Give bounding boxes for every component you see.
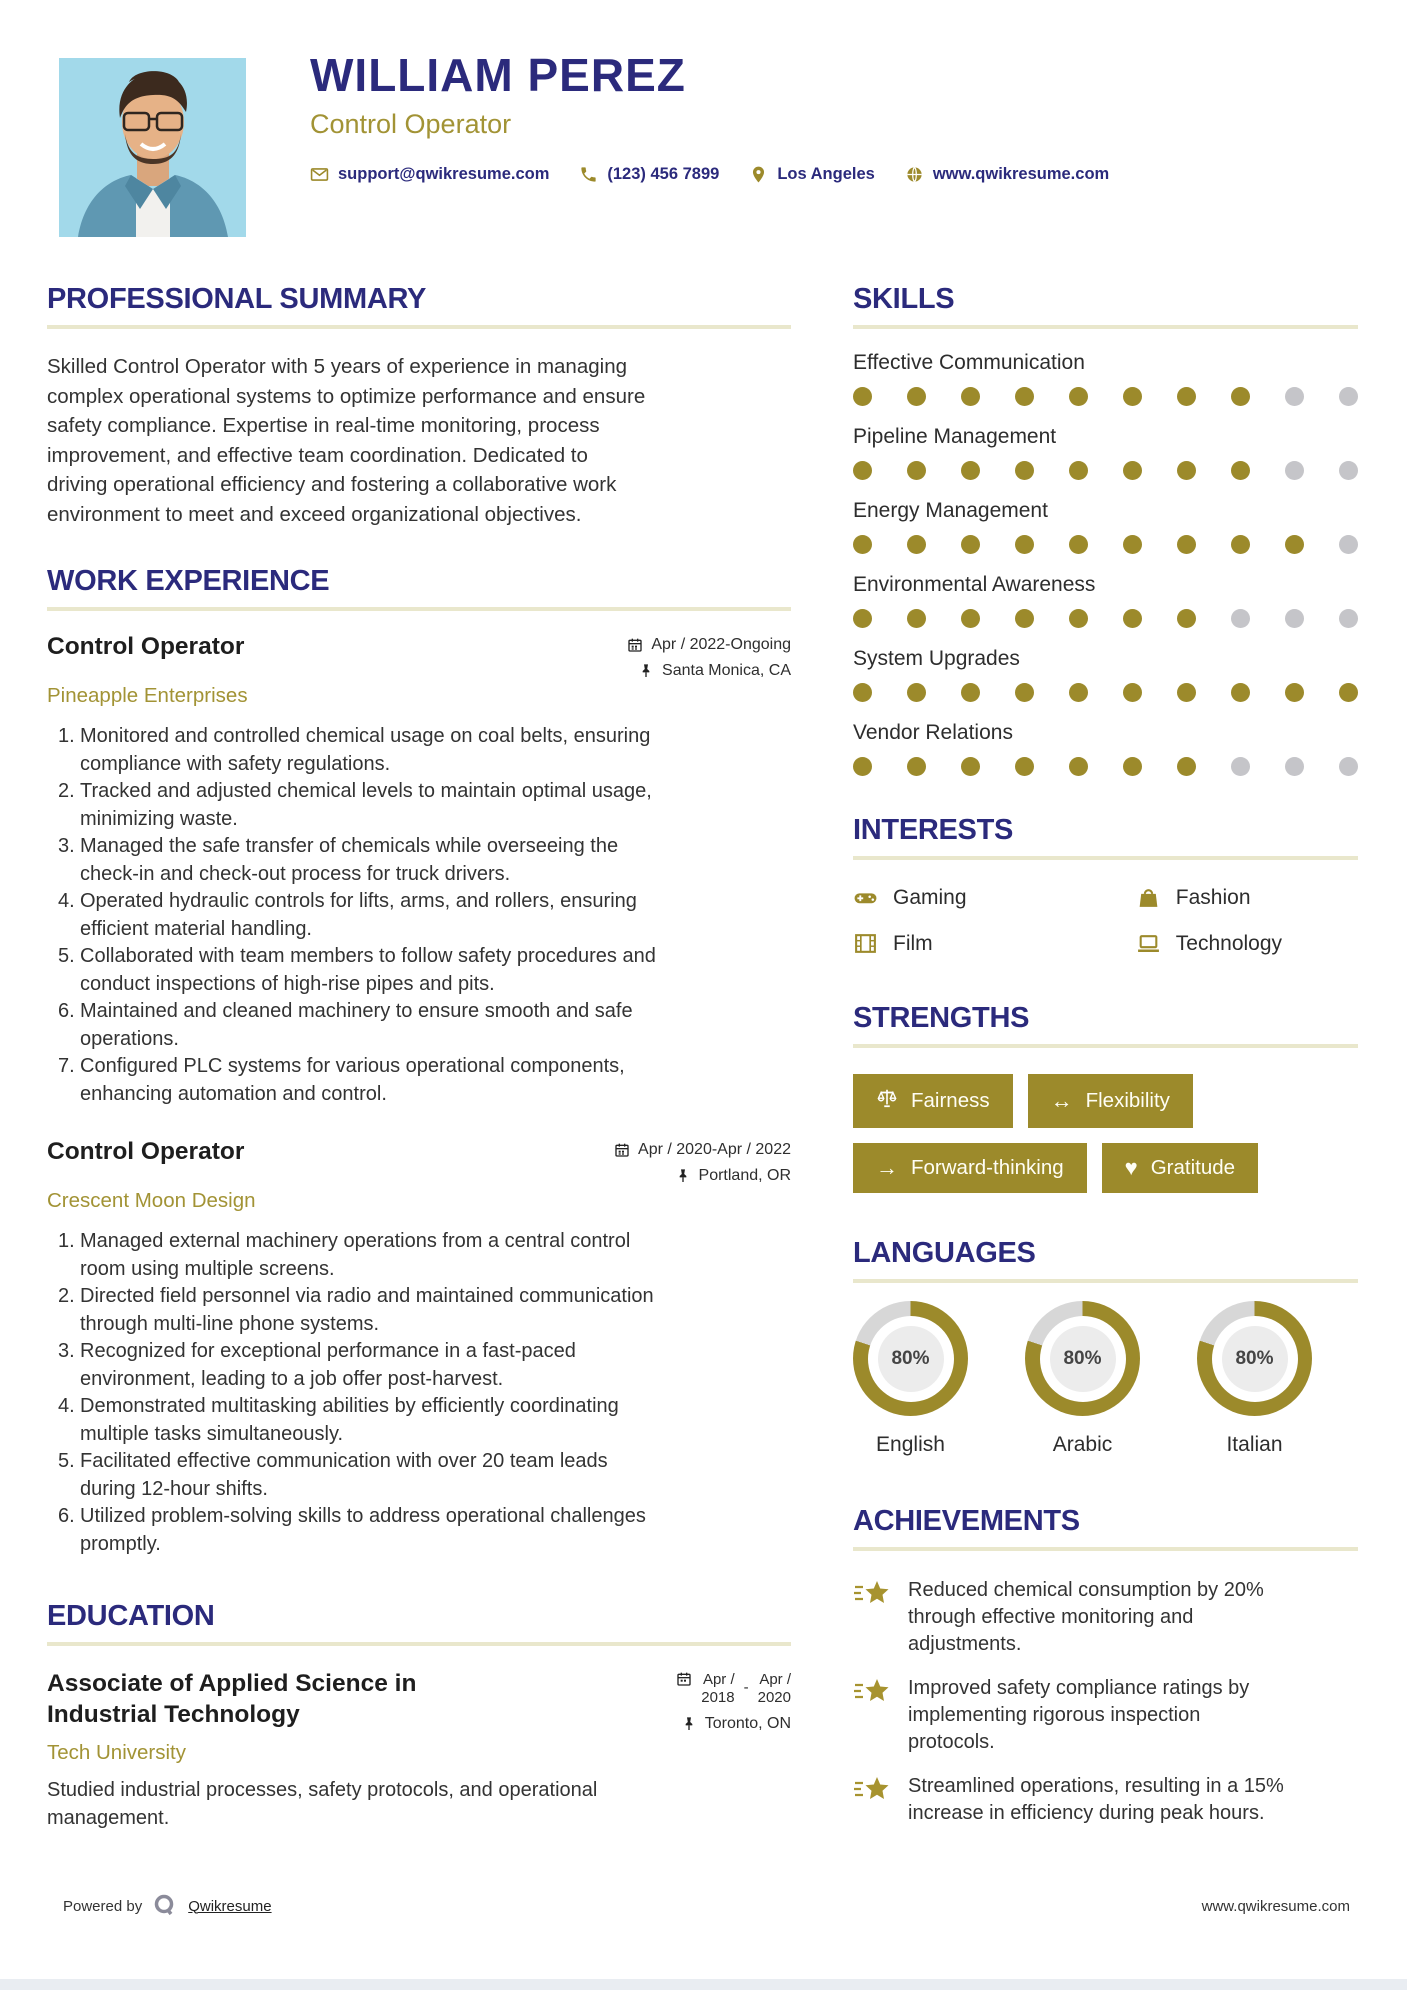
header-text <box>310 48 1109 184</box>
section-divider <box>853 856 1358 860</box>
footer-website[interactable]: www.qwikresume.com <box>1201 1897 1350 1915</box>
skill-dot-filled <box>907 757 926 776</box>
section-heading: EDUCATION <box>47 1600 215 1632</box>
language-name: Arabic <box>1052 1433 1113 1456</box>
powered-by-label: Powered by <box>63 1897 143 1915</box>
section-skills <box>853 283 1358 776</box>
main-content <box>0 283 1407 1844</box>
job-bullet: Operated hydraulic controls for lifts, arms, and rollers, ensuring efficient material handling. <box>80 890 637 940</box>
section-heading: PROFESSIONAL SUMMARY <box>47 283 427 315</box>
job-location-text: Santa Monica, CA <box>662 662 791 679</box>
envelope-icon <box>310 165 329 184</box>
skill-dot-filled <box>853 461 872 480</box>
film-icon <box>853 931 878 956</box>
skill-item <box>853 351 1358 406</box>
language-donuts <box>853 1301 1358 1457</box>
skill-rating <box>853 387 1358 406</box>
skill-dot-filled <box>961 757 980 776</box>
calendar-icon <box>627 637 643 653</box>
skill-rating <box>853 683 1358 702</box>
skill-dot-empty <box>1339 757 1358 776</box>
job-title: Control Operator <box>47 1138 245 1165</box>
skill-dot-filled <box>1231 683 1250 702</box>
job-entry <box>47 633 791 1108</box>
degree-title: Associate of Applied Science in Industrial Technology <box>47 1670 417 1728</box>
skill-item <box>853 573 1358 628</box>
skill-dot-filled <box>907 387 926 406</box>
skill-dot-filled <box>1015 387 1034 406</box>
job-bullet: Facilitated effective communication with over 20 team leads during 12-hour shifts. <box>80 1450 608 1500</box>
handbag-icon <box>1136 885 1161 910</box>
strength-label: Fairness <box>911 1089 990 1112</box>
school-name: Tech University <box>47 1741 186 1764</box>
strength-badges <box>853 1074 1358 1193</box>
section-heading: LANGUAGES <box>853 1237 1036 1269</box>
language-item <box>1025 1301 1140 1457</box>
scales-icon <box>876 1087 898 1115</box>
skill-dot-filled <box>853 683 872 702</box>
section-interests <box>853 814 1358 956</box>
section-languages <box>853 1237 1358 1457</box>
pushpin-icon <box>681 1716 697 1732</box>
person-name: WILLIAM PEREZ <box>310 49 686 101</box>
footer <box>63 1893 1350 1919</box>
skill-dot-filled <box>853 535 872 554</box>
skill-dot-filled <box>1015 683 1034 702</box>
skill-dot-filled <box>961 683 980 702</box>
skill-dot-filled <box>1069 757 1088 776</box>
company-name: Crescent Moon Design <box>47 1189 256 1212</box>
strength-badge-flexibility <box>1028 1074 1193 1128</box>
skill-dot-filled <box>1123 683 1142 702</box>
interest-label: Technology <box>1175 931 1283 955</box>
job-bullet-list <box>47 723 661 1108</box>
laptop-icon <box>1136 931 1161 956</box>
contact-email-text: support@qwikresume.com <box>338 165 550 183</box>
job-entry <box>47 1138 791 1558</box>
skill-dot-empty <box>1231 757 1250 776</box>
skill-name: Effective Communication <box>853 351 1085 374</box>
education-meta <box>676 1668 791 1733</box>
header <box>0 0 1407 283</box>
powered-by <box>63 1893 272 1919</box>
calendar-icon <box>676 1671 692 1687</box>
skill-dot-filled <box>907 609 926 628</box>
strength-label: Flexibility <box>1085 1089 1170 1112</box>
education-date-end: Apr / 2020 <box>757 1671 791 1706</box>
interest-label: Fashion <box>1175 885 1251 909</box>
skill-name: Energy Management <box>853 499 1048 522</box>
contact-location-text: Los Angeles <box>777 165 875 183</box>
education-location <box>681 1715 791 1733</box>
skill-dot-filled <box>907 535 926 554</box>
right-arrow-icon: → <box>876 1155 898 1180</box>
left-column <box>47 283 791 1844</box>
phone-icon <box>579 165 598 184</box>
language-donut-chart <box>1197 1301 1312 1416</box>
skill-rating <box>853 461 1358 480</box>
interest-item <box>853 885 1136 910</box>
skill-dot-filled <box>1069 683 1088 702</box>
skill-dot-filled <box>961 609 980 628</box>
job-bullet: Maintained and cleaned machinery to ensure smooth and safe operations. <box>80 1000 633 1050</box>
skill-dot-filled <box>1123 609 1142 628</box>
job-bullet: Monitored and controlled chemical usage on coal belts, ensuring compliance with safety regulations. <box>80 725 651 775</box>
person-job-title: Control Operator <box>310 109 512 139</box>
section-heading: STRENGTHS <box>853 1002 1030 1034</box>
skill-rating <box>853 609 1358 628</box>
heart-icon: ♥ <box>1124 1155 1138 1180</box>
strength-badge-forward-thinking <box>853 1143 1087 1193</box>
portrait-illustration <box>59 58 246 237</box>
education-entry <box>47 1668 791 1832</box>
job-bullet: Managed external machinery operations from a central control room using multiple screens. <box>80 1230 631 1280</box>
skill-dot-filled <box>907 683 926 702</box>
star-icon <box>853 1577 893 1658</box>
language-name: Italian <box>1226 1433 1283 1456</box>
skill-dot-filled <box>853 757 872 776</box>
section-work-experience <box>47 565 791 1558</box>
skill-dot-filled <box>1015 757 1034 776</box>
skill-dot-filled <box>961 387 980 406</box>
star-icon <box>853 1773 893 1827</box>
skill-dot-empty <box>1339 387 1358 406</box>
job-bullet: Recognized for exceptional performance in a fast-paced environment, leading to a job offer post-harvest. <box>80 1340 576 1390</box>
achievement-item <box>853 1577 1358 1658</box>
skill-name: Environmental Awareness <box>853 573 1096 596</box>
skill-dot-filled <box>961 535 980 554</box>
achievement-list <box>853 1577 1358 1827</box>
skill-dot-empty <box>1285 387 1304 406</box>
skill-name: Pipeline Management <box>853 425 1057 448</box>
job-dates <box>614 1141 791 1159</box>
strength-label: Forward-thinking <box>911 1156 1064 1179</box>
job-bullet: Demonstrated multitasking abilities by efficiently coordinating multiple tasks simultaneously. <box>80 1395 619 1445</box>
section-divider <box>47 607 791 611</box>
company-name: Pineapple Enterprises <box>47 684 248 707</box>
skill-dot-filled <box>1177 535 1196 554</box>
education-dates <box>676 1671 791 1707</box>
skill-dot-filled <box>853 609 872 628</box>
gamepad-icon <box>853 885 878 910</box>
achievement-text: Reduced chemical consumption by 20% through effective monitoring and adjustments. <box>908 1579 1264 1655</box>
skill-dot-filled <box>1177 683 1196 702</box>
skill-dot-filled <box>1015 461 1034 480</box>
skill-dot-filled <box>1231 387 1250 406</box>
skill-dot-empty <box>1231 609 1250 628</box>
skill-dot-empty <box>1339 609 1358 628</box>
job-title: Control Operator <box>47 633 245 660</box>
skill-dot-filled <box>1123 535 1142 554</box>
section-heading: INTERESTS <box>853 814 1014 846</box>
skill-item <box>853 499 1358 554</box>
job-bullet: Directed field personnel via radio and maintained communication through multi-line phone systems. <box>80 1285 654 1335</box>
skill-dot-filled <box>961 461 980 480</box>
education-description: Studied industrial processes, safety protocols, and operational management. <box>47 1779 598 1829</box>
skill-dot-filled <box>1339 683 1358 702</box>
skill-item <box>853 425 1358 480</box>
skill-dot-filled <box>907 461 926 480</box>
contact-email[interactable] <box>310 165 549 184</box>
skill-rating <box>853 757 1358 776</box>
right-column <box>853 283 1358 1844</box>
skill-dot-filled <box>1231 461 1250 480</box>
section-divider <box>47 325 791 329</box>
star-icon <box>853 1675 893 1756</box>
job-meta <box>614 1138 791 1185</box>
job-dates-text: Apr / 2022-Ongoing <box>651 636 791 653</box>
interest-item <box>853 931 1136 956</box>
job-location <box>638 662 791 680</box>
skill-list <box>853 351 1358 776</box>
job-dates <box>627 636 791 654</box>
language-percent: 80% <box>1222 1326 1288 1392</box>
contact-website-text: www.qwikresume.com <box>932 165 1110 183</box>
section-professional-summary <box>47 283 791 529</box>
skill-dot-filled <box>1069 461 1088 480</box>
language-percent: 80% <box>878 1326 944 1392</box>
job-bullet: Utilized problem-solving skills to address operational challenges promptly. <box>80 1505 646 1555</box>
contact-phone-text: (123) 456 7899 <box>607 165 720 183</box>
language-donut-chart <box>853 1301 968 1416</box>
contact-phone <box>579 165 719 184</box>
language-name: English <box>876 1433 945 1456</box>
pushpin-icon <box>638 663 654 679</box>
map-pin-icon <box>749 165 768 184</box>
job-bullet: Managed the safe transfer of chemicals while overseeing the check-in and check-out process for truck drivers. <box>80 835 619 885</box>
strength-badge-gratitude <box>1102 1143 1258 1193</box>
achievement-text: Improved safety compliance ratings by implementing rigorous inspection protocols. <box>908 1677 1250 1753</box>
summary-paragraph: Skilled Control Operator with 5 years of experience in managing complex operational systems to optimize performance and ensure safety compliance. Expertise in real-time monitoring, process improvement, and effective team coordination. Dedicated to driving operational efficiency and fostering a collaborative work environment to meet and exceed organizational objectives. <box>47 355 646 526</box>
interest-label: Gaming <box>893 885 967 909</box>
achievement-text: Streamlined operations, resulting in a 15% increase in efficiency during peak hours. <box>908 1775 1284 1824</box>
section-divider <box>853 1044 1358 1048</box>
job-bullet: Configured PLC systems for various operational components, enhancing automation and control. <box>80 1055 625 1105</box>
skill-dot-filled <box>1177 609 1196 628</box>
skill-dot-filled <box>1285 535 1304 554</box>
globe-icon <box>905 165 924 184</box>
job-bullet: Collaborated with team members to follow safety procedures and conduct inspections of high-rise pipes and pits. <box>80 945 656 995</box>
language-percent: 80% <box>1050 1326 1116 1392</box>
education-location-text: Toronto, ON <box>704 1715 791 1732</box>
skill-item <box>853 647 1358 702</box>
contact-location <box>749 165 875 184</box>
language-donut-chart <box>1025 1301 1140 1416</box>
pushpin-icon <box>675 1168 691 1184</box>
job-dates-text: Apr / 2020-Apr / 2022 <box>638 1141 791 1158</box>
skill-dot-filled <box>1123 757 1142 776</box>
skill-dot-filled <box>1177 387 1196 406</box>
job-bullet-list <box>47 1228 661 1558</box>
strength-badge-fairness <box>853 1074 1013 1128</box>
skill-dot-filled <box>1069 609 1088 628</box>
section-divider <box>47 1642 791 1646</box>
skill-dot-filled <box>1177 757 1196 776</box>
qwikresume-logo-icon <box>152 1893 178 1919</box>
interest-label: Film <box>893 931 933 955</box>
section-heading: SKILLS <box>853 283 955 315</box>
skill-dot-filled <box>1069 387 1088 406</box>
skill-dot-empty <box>1339 461 1358 480</box>
skill-dot-filled <box>1069 535 1088 554</box>
language-item <box>1197 1301 1312 1457</box>
skill-dot-filled <box>1285 683 1304 702</box>
skill-dot-filled <box>1177 461 1196 480</box>
section-achievements <box>853 1505 1358 1827</box>
left-right-arrow-icon: ↔ <box>1050 1088 1073 1113</box>
skill-dot-empty <box>1285 609 1304 628</box>
section-divider <box>853 1547 1358 1551</box>
skill-dot-filled <box>1123 461 1142 480</box>
bottom-strip <box>0 1979 1407 1990</box>
job-meta <box>627 633 791 680</box>
section-divider <box>853 1279 1358 1283</box>
contact-website[interactable] <box>905 165 1109 184</box>
skill-name: Vendor Relations <box>853 721 1013 744</box>
skill-dot-empty <box>1285 757 1304 776</box>
skill-dot-filled <box>1231 535 1250 554</box>
job-bullet: Tracked and adjusted chemical levels to maintain optimal usage, minimizing waste. <box>80 780 652 830</box>
skill-rating <box>853 535 1358 554</box>
strength-label: Gratitude <box>1150 1156 1236 1179</box>
interest-item <box>1136 885 1358 910</box>
achievement-item <box>853 1675 1358 1756</box>
date-separator: - <box>743 1679 749 1696</box>
skill-dot-filled <box>1015 609 1034 628</box>
job-location-text: Portland, OR <box>698 1167 791 1184</box>
language-item <box>853 1301 968 1457</box>
section-heading: WORK EXPERIENCE <box>47 565 330 597</box>
skill-dot-filled <box>853 387 872 406</box>
profile-photo <box>59 58 246 237</box>
calendar-icon <box>614 1142 630 1158</box>
section-strengths <box>853 1002 1358 1193</box>
skill-dot-empty <box>1339 535 1358 554</box>
interest-grid <box>853 885 1358 956</box>
skill-dot-filled <box>1123 387 1142 406</box>
section-heading: ACHIEVEMENTS <box>853 1505 1080 1537</box>
skill-name: System Upgrades <box>853 647 1020 670</box>
skill-dot-filled <box>1015 535 1034 554</box>
contact-row <box>310 165 1109 184</box>
education-date-start: Apr / 2018 <box>701 1671 735 1706</box>
section-divider <box>853 325 1358 329</box>
skill-dot-empty <box>1285 461 1304 480</box>
skill-item <box>853 721 1358 776</box>
qwikresume-link[interactable]: Qwikresume <box>188 1897 272 1915</box>
job-location <box>675 1167 791 1185</box>
section-education <box>47 1600 791 1832</box>
achievement-item <box>853 1773 1358 1827</box>
interest-item <box>1136 931 1358 956</box>
